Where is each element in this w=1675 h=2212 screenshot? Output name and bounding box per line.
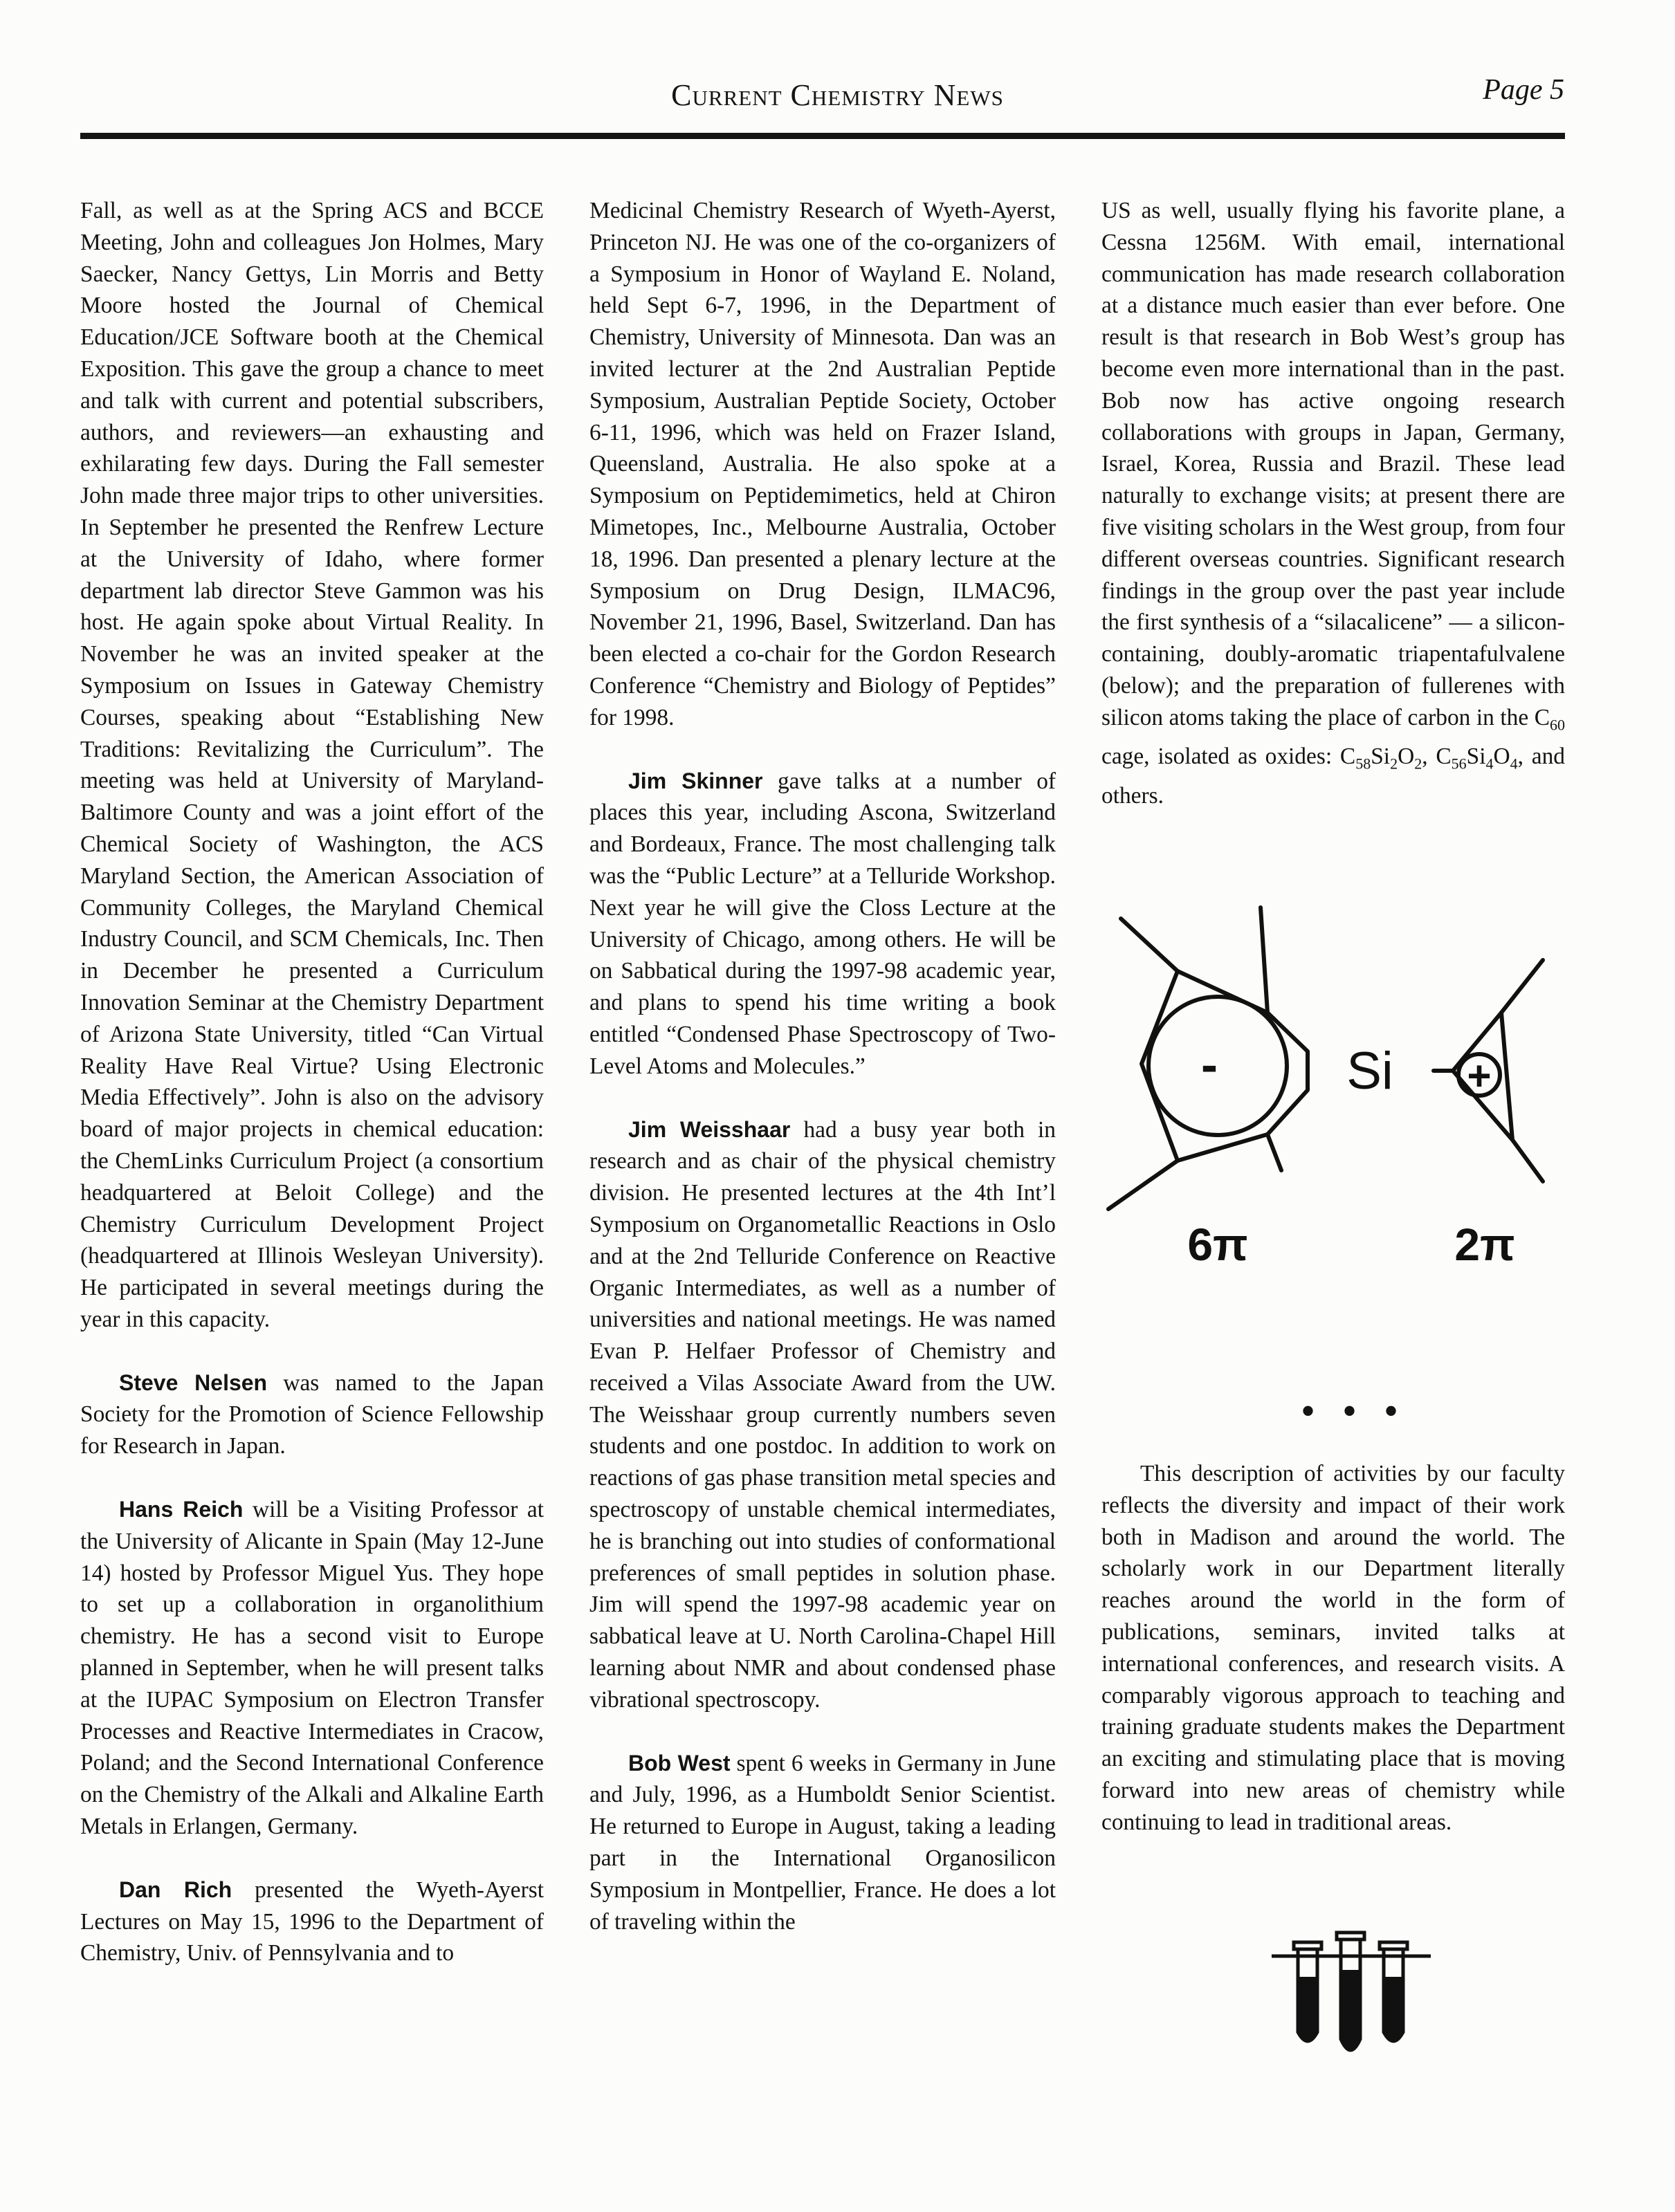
- section-separator: • • •: [1301, 1388, 1407, 1434]
- pentagon-ring: [1142, 971, 1308, 1161]
- paragraph-rich: [80, 1874, 544, 1969]
- formula2-o-count: 4: [1510, 755, 1518, 773]
- page-number: Page 5: [1483, 74, 1564, 106]
- page-header-title: Current Chemistry News: [671, 78, 1004, 112]
- paragraph-reich: [80, 1494, 544, 1843]
- paragraph-john-activities: Fall, as well as at the Spring ACS and BCCE Meeting, John and colleagues Jon Holmes, Mary Saecker, Nancy Gettys, Lin Morris and Betty Moore hosted the Journal of Chemical Education/JCE Software booth at the Chemical Exposition. This gave the group a chance to meet and talk with current and potential subscribers, authors, and reviewers—an exhausting and exhilarating few days. During the Fall semester John made three major trips to other universities. In September he presented the Renfrew Lecture at the University of Idaho, where former department lab director Steve Gammon was his host. He again spoke about Virtual Reality. In November he was an invited speaker at the Symposium on Issues in Gateway Chemistry Courses, speaking about “Establishing New Traditions: Revitalizing the Curriculum”. The meeting was held at University of Maryland-Baltimore County and was a joint effort of the Chemical Society of Washington, the ACS Maryland Section, the American Association of Community Colleges, the Maryland Chemical Industry Council, and SCM Chemicals, Inc. Then in December he presented a Curriculum Innovation Seminar at the Chemistry Department of Arizona State University, titled “Can Virtual Reality Have Real Virtue? Using Electronic Media Effectively”. John is also on the advisory board of major projects in chemical education: the ChemLinks Curriculum Project (a consortium headquartered at Beloit College) and the Chemistry Curriculum Development Project (headquartered at Illinois Wesleyan University). He participated in several meetings during the year in this capacity.: [80, 198, 544, 1332]
- paragraph-west-continued: [1101, 195, 1565, 811]
- formula2-o: O: [1493, 744, 1510, 770]
- test-tubes-icon: [1272, 1928, 1431, 2067]
- text-reich: will be a Visiting Professor at the University of Alicante in Spain (May 12-June 14) hosted by Professor Miguel Yus. They hope to set up a collaboration in organolithium chemistry. He has a second visit to Europe planned in September, when he will present talks at the IUPAC Symposium on Electron Transfer Processes and Reactive Intermediates in Cracow, Poland; and the Second International Conference on the Chemistry of the Alkali and Alkaline Earth Metals in Erlangen, Germany.: [80, 1497, 544, 1840]
- formula2-c: , C: [1422, 744, 1452, 770]
- column-3: [1101, 195, 1565, 811]
- closing-text: This description of activities by our faculty reflects the diversity and impact of their work both in Madison and around the world. The scholarly work in our Department literally reaches around the world in the form of publications, seminars, invited talks at international conferences, and research visits. A comparably vigorous approach to teaching and training graduate students makes the Department an exciting and stimulating place that is moving forward into new areas of chemistry while continuing to lead in traditional areas.: [1101, 1461, 1565, 1835]
- name-steve-nelsen: Steve Nelsen: [119, 1370, 268, 1395]
- column-2: [589, 195, 1056, 1937]
- formula1-o-count: 2: [1414, 755, 1422, 773]
- paragraph-weisshaar: [589, 1114, 1056, 1716]
- aromatic-circle-icon: [1148, 997, 1287, 1135]
- text-and-others: , and others.: [1101, 744, 1566, 809]
- name-jim-skinner: Jim Skinner: [628, 768, 763, 793]
- text-weisshaar: had a busy year both in research and as chair of the physical chemistry division. He presented lectures at the 4th Int’l Symposium on Organometallic Reactions in Oslo and at the 2nd Telluride Conference on Reactive Organic Intermediates, as well as a number of universities and national meetings. He was named Evan P. Helfaer Professor of Chemistry and received a Vilas Associate Award from the UW. The Weisshaar group currently numbers seven students and one postdoc. In addition to work on reactions of gas phase transition metal species and spectroscopy of unstable chemical intermediates, he is branching out into studies of conformational preferences of small peptides in solution phase. Jim will spend the 1997-98 academic year on sabbatical leave at U. North Carolina-Chapel Hill learning about NMR and about condensed phase vibrational spectroscopy.: [589, 1116, 1056, 1713]
- text-skinner: gave talks at a number of places this year, including Ascona, Switzerland and Bordeaux, France. The most challenging talk was the “Public Lecture” at a Telluride Workshop. Next year he will give the Closs Lecture at the University of Chicago, among others. He will be on Sabbatical during the 1997-98 academic year, and plans to spend his time writing a book entitled “Condensed Phase Spectroscopy of Two-Level Atoms and Molecules.”: [589, 768, 1056, 1079]
- formula2-si-count: 4: [1485, 755, 1494, 773]
- text-west-continued: US as well, usually flying his favorite plane, a Cessna 1256M. With email, international communication has made research collaboration at a distance much easier than ever before. One result is that research in Bob West’s group has become even more international than in the past. Bob now has active ongoing research collaborations with groups in Japan, Germany, Israel, Korea, Russia and Brazil. These lead naturally to exchange visits; at present there are five visiting scholars in the West group, from four different overseas countries. Significant research findings in the group over the past year include the first synthesis of a “silacalicene” — a silicon-containing, doubly-aromatic triapentafulvalene (below); and the preparation of fullerenes with silicon atoms taking the place of carbon in the C: [1101, 198, 1565, 730]
- subscript-60: 60: [1550, 716, 1565, 734]
- label-2pi: 2π: [1454, 1219, 1515, 1270]
- paragraph-nelsen: [80, 1367, 544, 1462]
- formula1-si-count: 2: [1390, 755, 1398, 773]
- text-rich: presented the Wyeth-Ayerst Lectures on May 15, 1996 to the Department of Chemistry, Univ. of Pennsylvania and to: [80, 1877, 544, 1966]
- name-bob-west: Bob West: [628, 1750, 731, 1776]
- paragraph-skinner: [589, 766, 1056, 1082]
- formula2-c-count: 56: [1451, 755, 1467, 773]
- plus-sign: +: [1467, 1053, 1492, 1099]
- name-dan-rich: Dan Rich: [119, 1877, 232, 1902]
- text-west: spent 6 weeks in Germany in June and July, 1996, as a Humboldt Senior Scientist. He returned to Europe in August, taking a leading part in the International Organosilicon Symposium in Montpellier, France. He does a lot of traveling within the: [589, 1750, 1056, 1935]
- formula2-si: Si: [1466, 744, 1486, 770]
- name-jim-weisshaar: Jim Weisshaar: [628, 1116, 791, 1142]
- column-1: [80, 195, 544, 1969]
- minus-sign: -: [1201, 1038, 1218, 1093]
- text-cage-oxides: cage, isolated as oxides: C: [1101, 744, 1356, 770]
- formula1-c-count: 58: [1355, 755, 1371, 773]
- header-rule: [80, 133, 1565, 139]
- formula1-si: Si: [1371, 744, 1391, 770]
- label-6pi: 6π: [1187, 1219, 1248, 1270]
- formula1-o: O: [1398, 744, 1415, 770]
- name-hans-reich: Hans Reich: [119, 1497, 244, 1522]
- si-atom-label: Si: [1346, 1042, 1393, 1100]
- paragraph-west: [589, 1748, 1056, 1938]
- paragraph-rich-continued: Medicinal Chemistry Research of Wyeth-Ayerst, Princeton NJ. He was one of the co-organizers of a Symposium in Honor of Wayland E. Noland, held Sept 6-7, 1996, in the Department of Chemistry, University of Minnesota. Dan was an invited lecturer at the 2nd Australian Peptide Symposium, Australian Peptide Society, October 6-11, 1996, which was held on Frazer Island, Queensland, Australia. He also spoke at a Symposium on Peptidemimetics, held at Chiron Mimetopes, Inc., Melbourne Australia, October 18, 1996. Dan presented a plenary lecture at the Symposium on Drug Design, ILMAC96, November 21, 1996, Basel, Switzerland. Dan has been elected a co-chair for the Gordon Research Conference “Chemistry and Biology of Peptides” for 1998.: [589, 198, 1056, 730]
- closing-paragraph: [1101, 1458, 1565, 1838]
- text-nelsen: was named to the Japan Society for the Promotion of Science Fellowship for Research in Japan.: [80, 1370, 544, 1459]
- silacalicene-structure-diagram: [1100, 891, 1571, 1375]
